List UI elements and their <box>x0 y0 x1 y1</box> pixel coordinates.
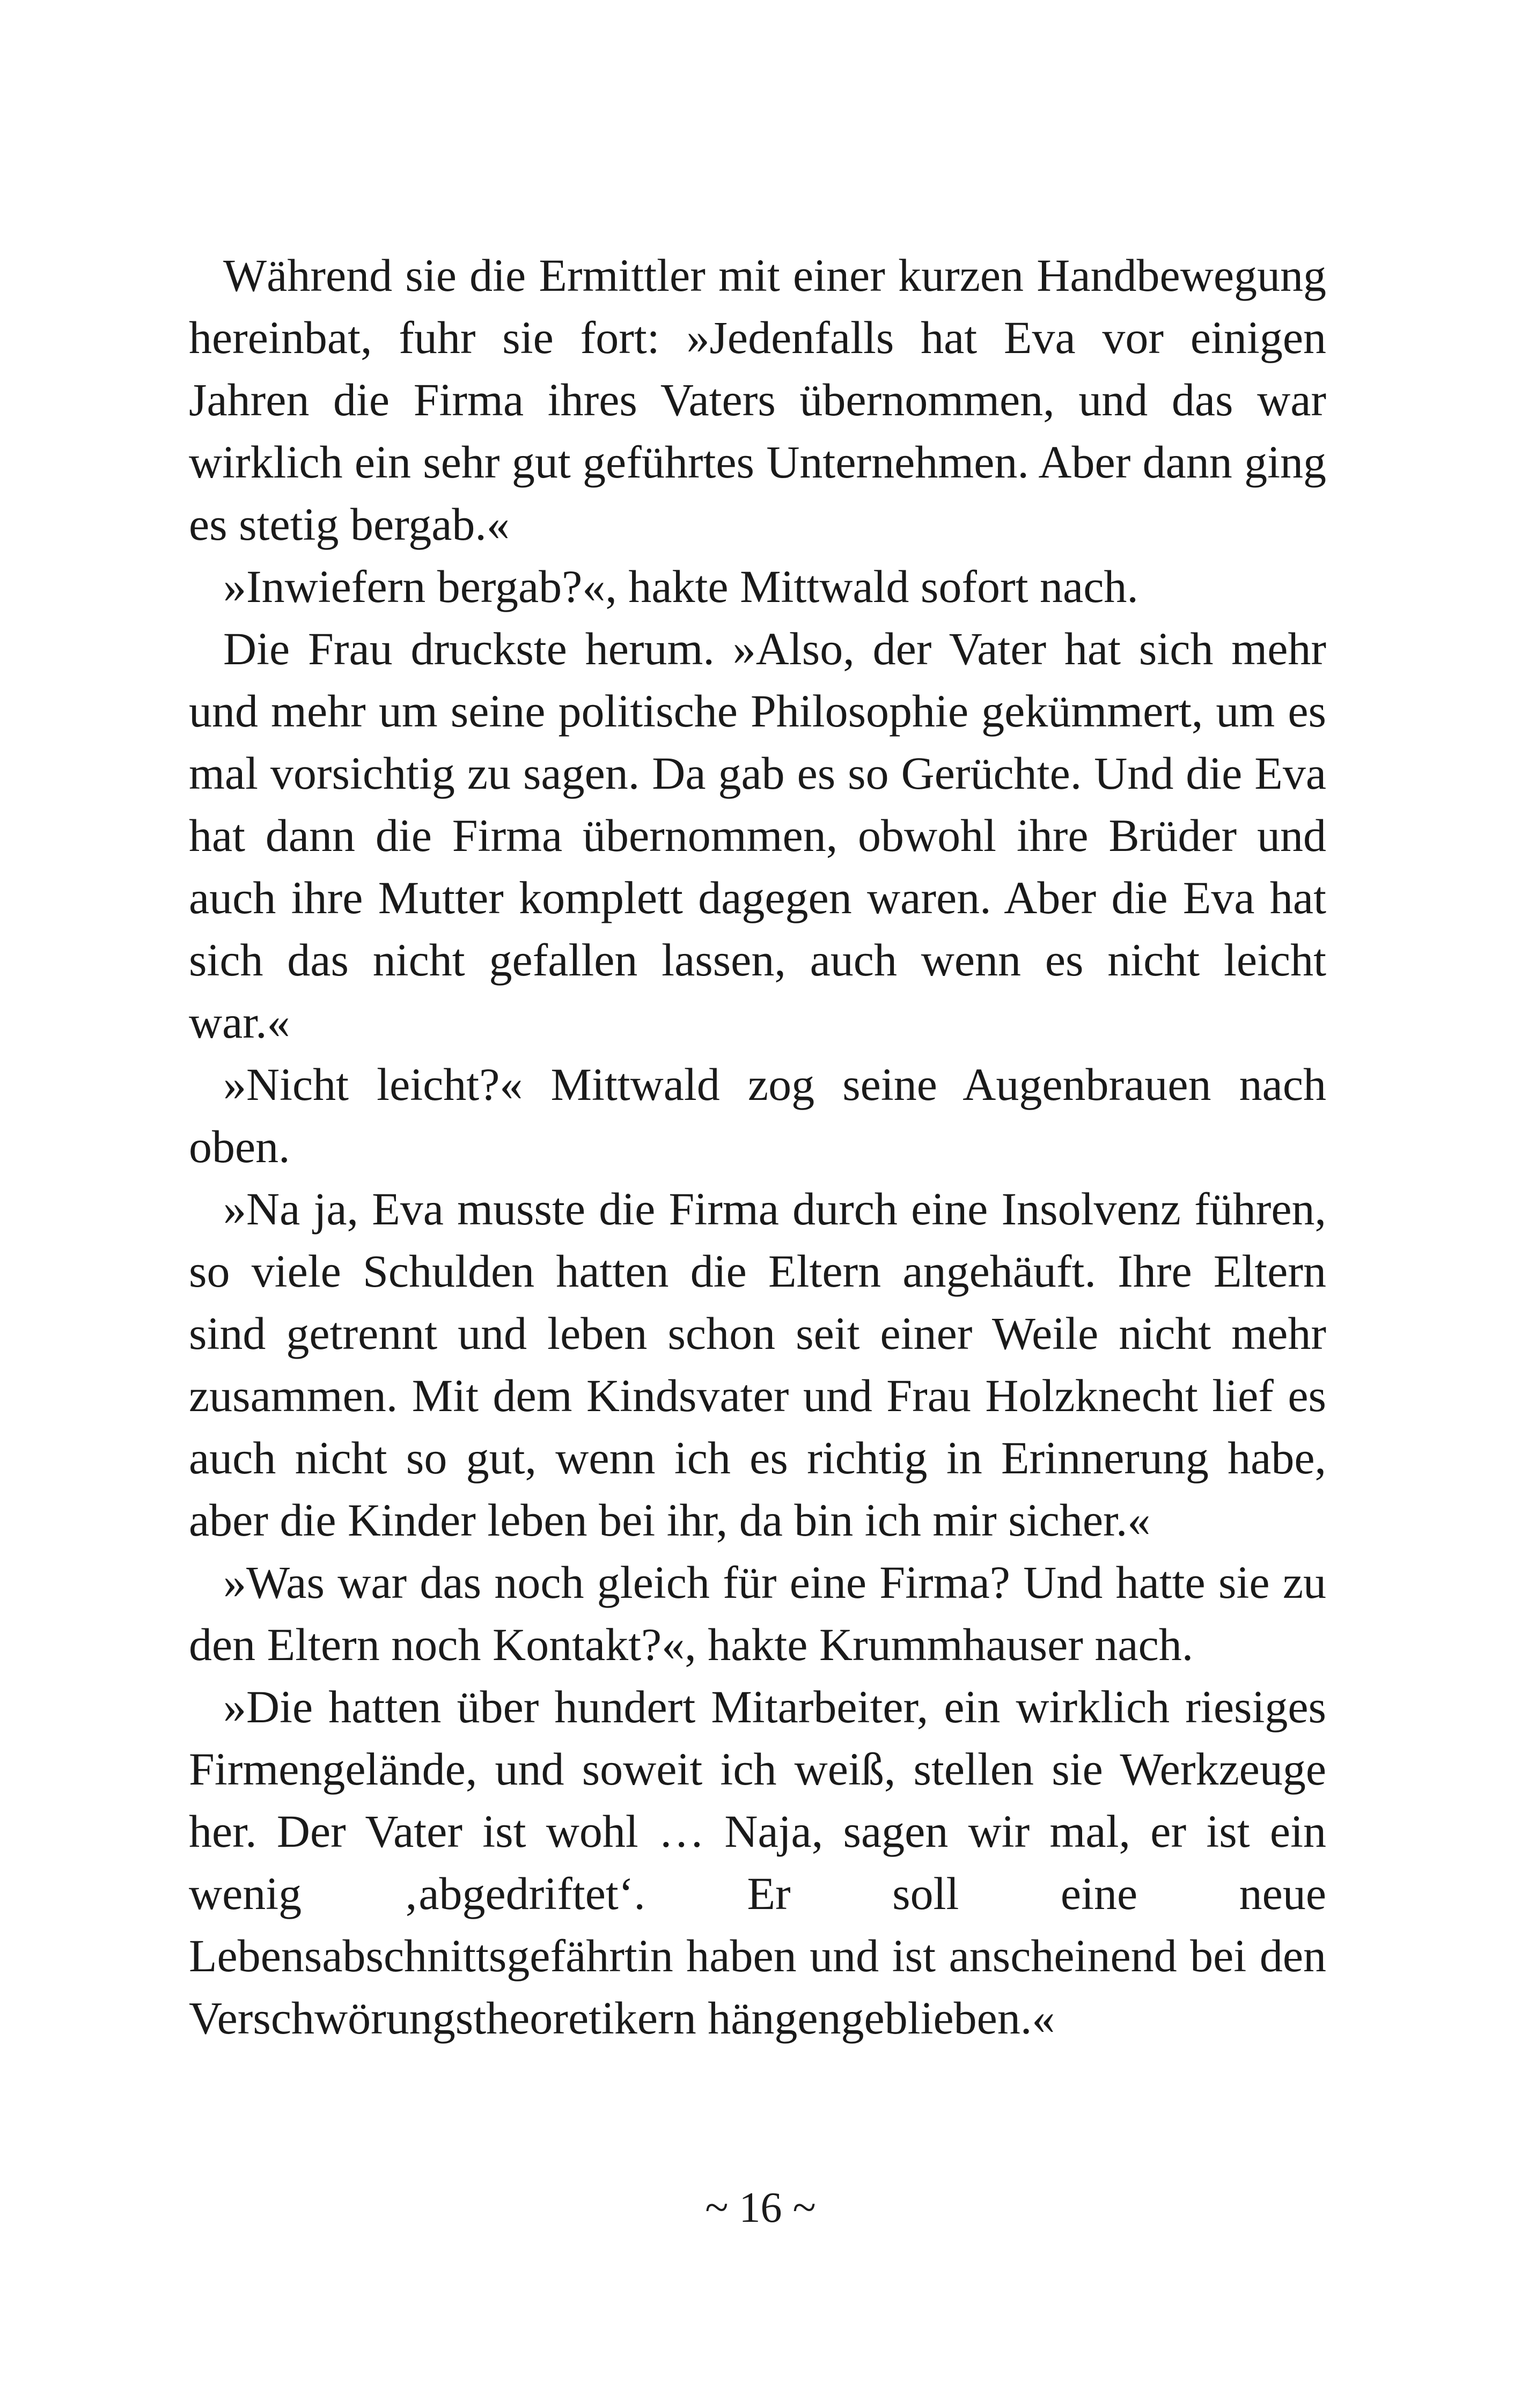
paragraph-1: Während sie die Ermittler mit einer kurzen Handbewegung hereinbat, fuhr sie fort: »Jedenfalls hat Eva vor einigen Jahren die Firma ihres Vaters übernommen, und das war wirklich ein sehr gut geführtes Unternehmen. Aber dann ging es stetig bergab.« <box>189 249 1326 550</box>
paragraph-7: »Die hatten über hundert Mitarbeiter, ein wirklich riesiges Firmengelände, und soweit ich weiß, stellen sie Werkzeuge her. Der Vater ist wohl … Naja, sagen wir mal, er ist ein wenig ‚abgedriftet‘. Er soll eine neue Lebensabschnittsgefährtin haben und ist anscheinend bei den Verschwörungstheoretikern hängengeblieben.« <box>189 1681 1326 2044</box>
paragraph-3: Die Frau druckste herum. »Also, der Vater hat sich mehr und mehr um seine politische Philosophie gekümmert, um es mal vorsichtig zu sagen. Da gab es so Gerüchte. Und die Eva hat dann die Firma übernommen, obwohl ihre Brüder und auch ihre Mutter komplett dagegen waren. Aber die Eva hat sich das nicht gefallen lassen, auch wenn es nicht leicht war.« <box>189 623 1326 1048</box>
paragraph-5: »Na ja, Eva musste die Firma durch eine Insolvenz führen, so viele Schulden hatten die Eltern angehäuft. Ihre Eltern sind getrennt und leben schon seit einer Weile nicht mehr zusammen. Mit dem Kindsvater und Frau Holzknecht lief es auch nicht so gut, wenn ich es richtig in Erinnerung habe, aber die Kinder leben bei ihr, da bin ich mir sicher.« <box>189 1183 1326 1546</box>
page-number: ~ 16 ~ <box>705 2184 816 2231</box>
paragraph-6: »Was war das noch gleich für eine Firma? Und hatte sie zu den Eltern noch Kontakt?«, hakte Krummhauser nach. <box>189 1557 1326 1670</box>
paragraph-4: »Nicht leicht?« Mittwald zog seine Augenbrauen nach oben. <box>189 1059 1326 1172</box>
body-text <box>189 244 1326 2049</box>
paragraph-2: »Inwiefern bergab?«, hakte Mittwald sofort nach. <box>223 561 1138 612</box>
